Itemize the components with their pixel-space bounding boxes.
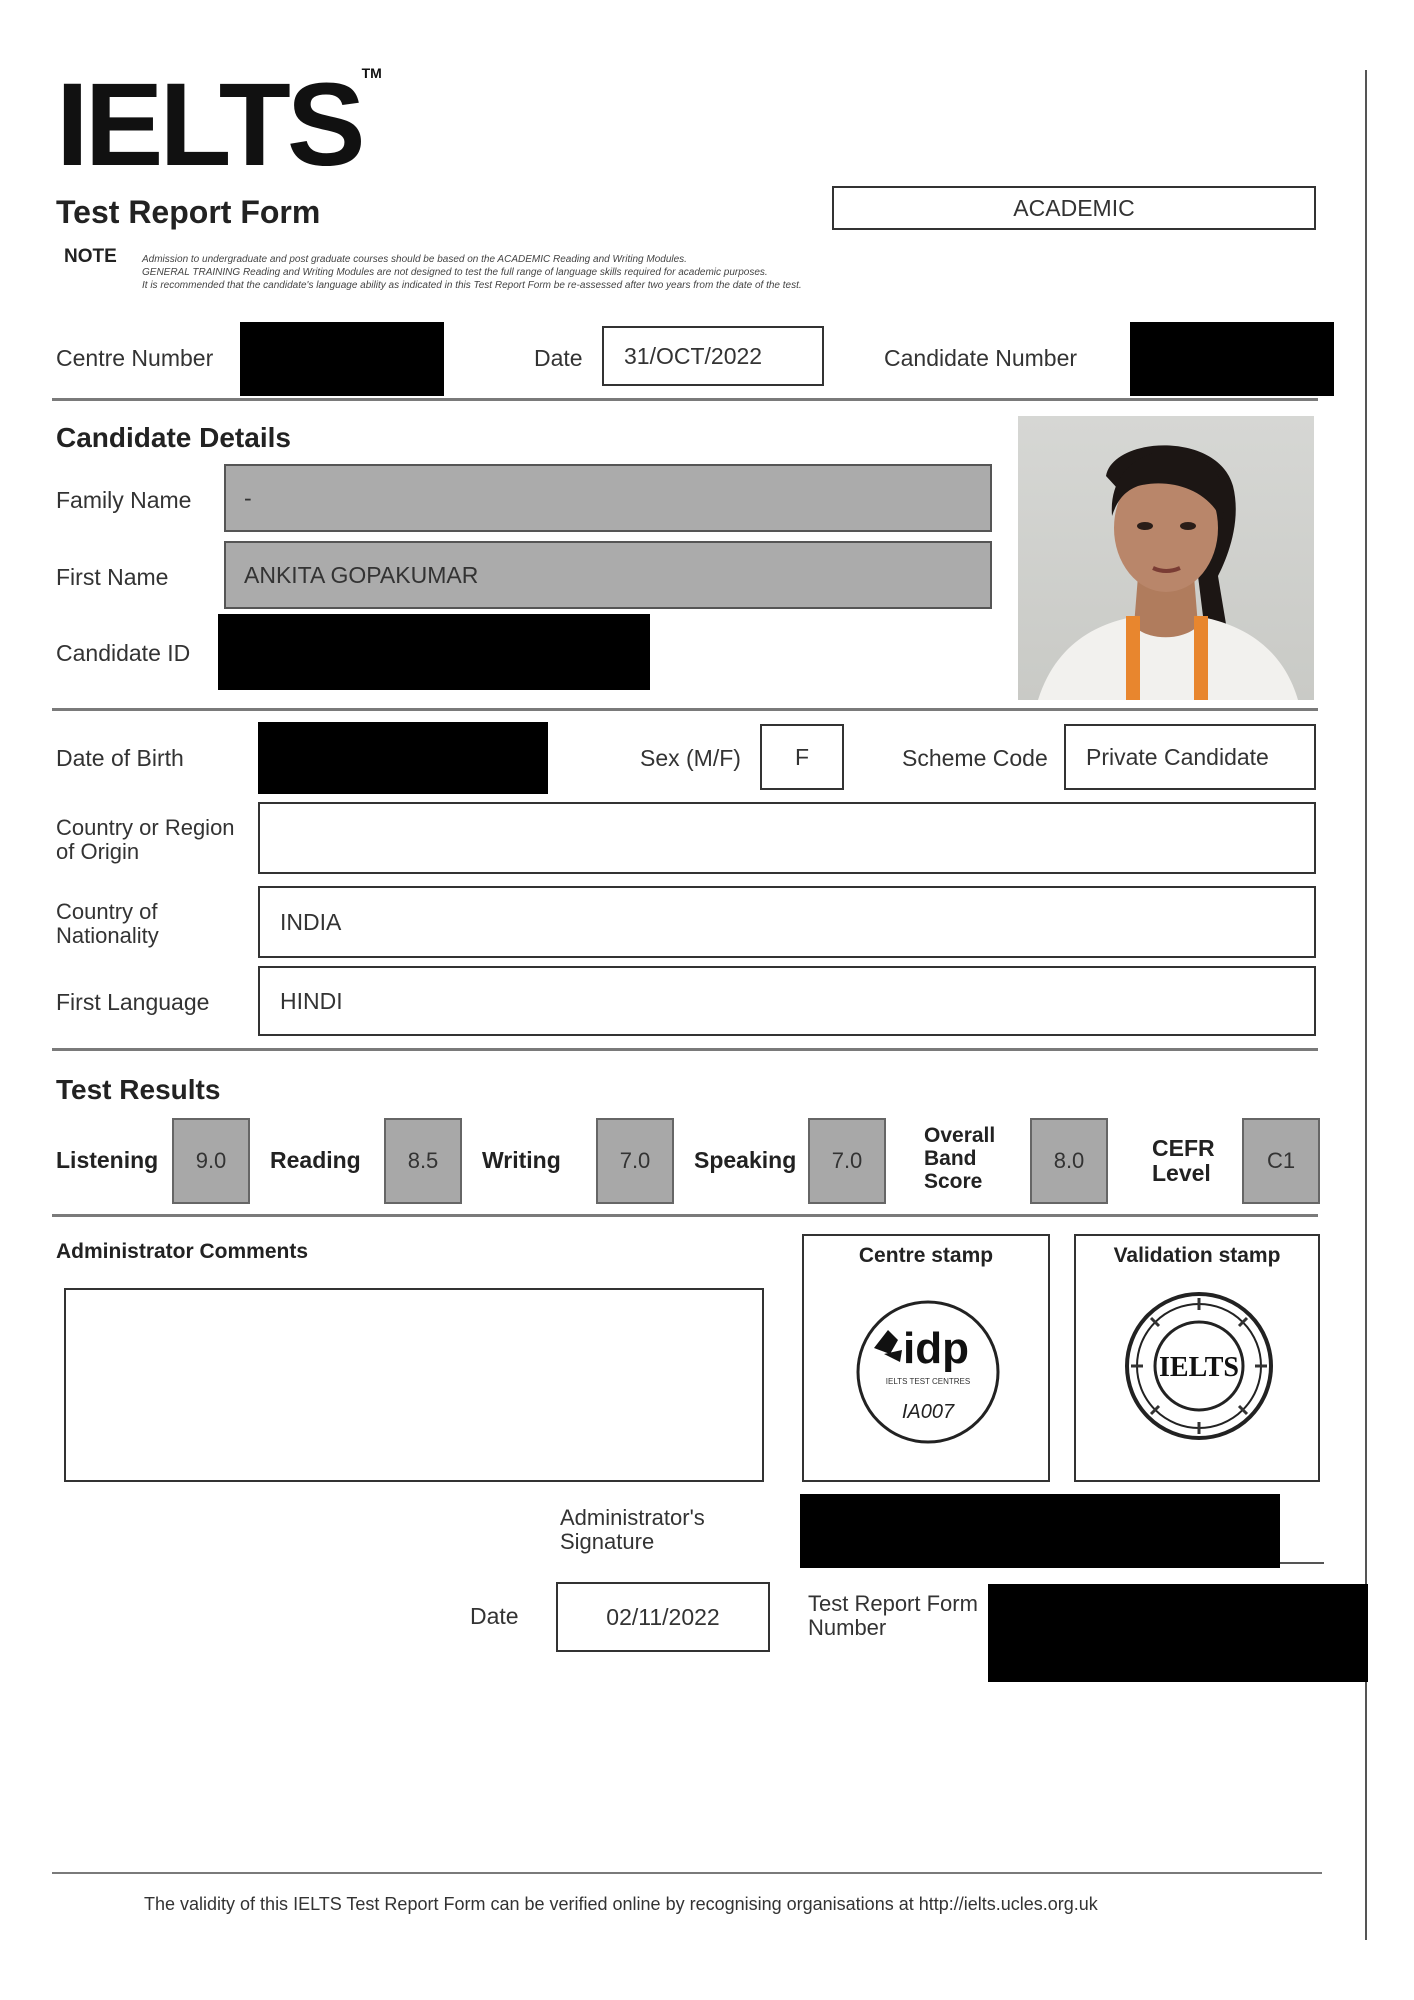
first-name-field: ANKITA GOPAKUMAR [224,541,992,609]
note-line-1: Admission to undergraduate and post graduate courses should be based on the ACADEMIC Reading and Writing Modules. [142,254,687,265]
scheme-code-label: Scheme Code [902,745,1048,771]
listening-label: Listening [56,1147,159,1173]
first-language-label: First Language [56,989,210,1015]
signature-underline [1280,1562,1324,1564]
page-title: Test Report Form [56,194,321,230]
dob-label: Date of Birth [56,745,184,771]
dob-redacted [258,722,548,794]
admin-signature-redacted [800,1494,1280,1568]
centre-stamp-label: Centre stamp [858,1244,994,1267]
candidate-id-label: Candidate ID [56,640,191,666]
reading-label: Reading [270,1147,361,1173]
issue-date-field: 02/11/2022 [556,1582,770,1652]
date-label: Date [534,345,583,371]
centre-stamp-box [802,1234,1050,1482]
overall-band-label: Overall Band Score [924,1124,996,1194]
test-results-heading: Test Results [56,1074,221,1105]
sex-label: Sex (M/F) [640,745,741,771]
speaking-label: Speaking [694,1147,797,1173]
origin-label: Country or Region of Origin [56,815,235,865]
divider-2 [52,708,1318,711]
note-line-2: GENERAL TRAINING Reading and Writing Modules are not designed to test the full range of language skills required for academic purposes. [142,267,768,278]
trf-number-label: Test Report Form Number [808,1591,978,1641]
idp-stamp [804,1236,1052,1484]
writing-score: 7.0 [596,1118,674,1204]
candidate-details-heading: Candidate Details [56,422,291,453]
family-name-field: - [224,464,992,532]
centre-number-redacted [240,322,444,396]
idp-caption: IELTS TEST CENTRES [885,1377,971,1386]
module-box: ACADEMIC [832,186,1316,230]
reading-score: 8.5 [384,1118,462,1204]
issue-date-label: Date [470,1603,519,1629]
cefr-level-score: C1 [1242,1118,1320,1204]
centre-number-label: Centre Number [56,345,214,371]
divider-1 [52,398,1318,401]
test-date-field: 31/OCT/2022 [602,326,824,386]
admin-comments-label: Administrator Comments [56,1240,309,1263]
note-line-3: It is recommended that the candidate's language ability as indicated in this Test Report Form be re-assessed after two years from the date of the test. [142,280,802,291]
ielts-logo: IELTS™ [56,59,382,191]
listening-score: 9.0 [172,1118,250,1204]
sex-field: F [760,724,844,790]
divider-4 [52,1214,1318,1217]
ielts-validation-seal [1076,1236,1322,1484]
origin-field [258,802,1316,874]
family-name-label: Family Name [56,487,192,513]
validation-stamp-box [1074,1234,1320,1482]
idp-code: IA007 [901,1401,955,1423]
footer-verification-text: The validity of this IELTS Test Report Form can be verified online by recognising organisations at http://ielts.ucles.org.uk [144,1894,1098,1914]
candidate-photo [1018,416,1314,700]
footer-divider [52,1872,1322,1874]
idp-logo-text: idp [903,1324,969,1373]
nationality-field: INDIA [258,886,1316,958]
speaking-score: 7.0 [808,1118,886,1204]
candidate-number-redacted [1130,322,1334,396]
overall-band-score: 8.0 [1030,1118,1108,1204]
divider-3 [52,1048,1318,1051]
candidate-id-redacted [218,614,650,690]
admin-comments-box [64,1288,764,1482]
scheme-code-field: Private Candidate [1064,724,1316,790]
validation-stamp-label: Validation stamp [1113,1244,1281,1267]
cefr-level-label: CEFR Level [1152,1135,1215,1187]
note-label: NOTE [64,246,117,267]
first-language-field: HINDI [258,966,1316,1036]
trf-number-redacted [988,1584,1368,1682]
ielts-seal-text: IELTS [1159,1352,1239,1383]
nationality-label: Country of Nationality [56,899,159,949]
admin-signature-label: Administrator's Signature [560,1505,705,1555]
first-name-label: First Name [56,564,169,590]
candidate-number-label: Candidate Number [884,345,1078,371]
writing-label: Writing [482,1147,561,1173]
